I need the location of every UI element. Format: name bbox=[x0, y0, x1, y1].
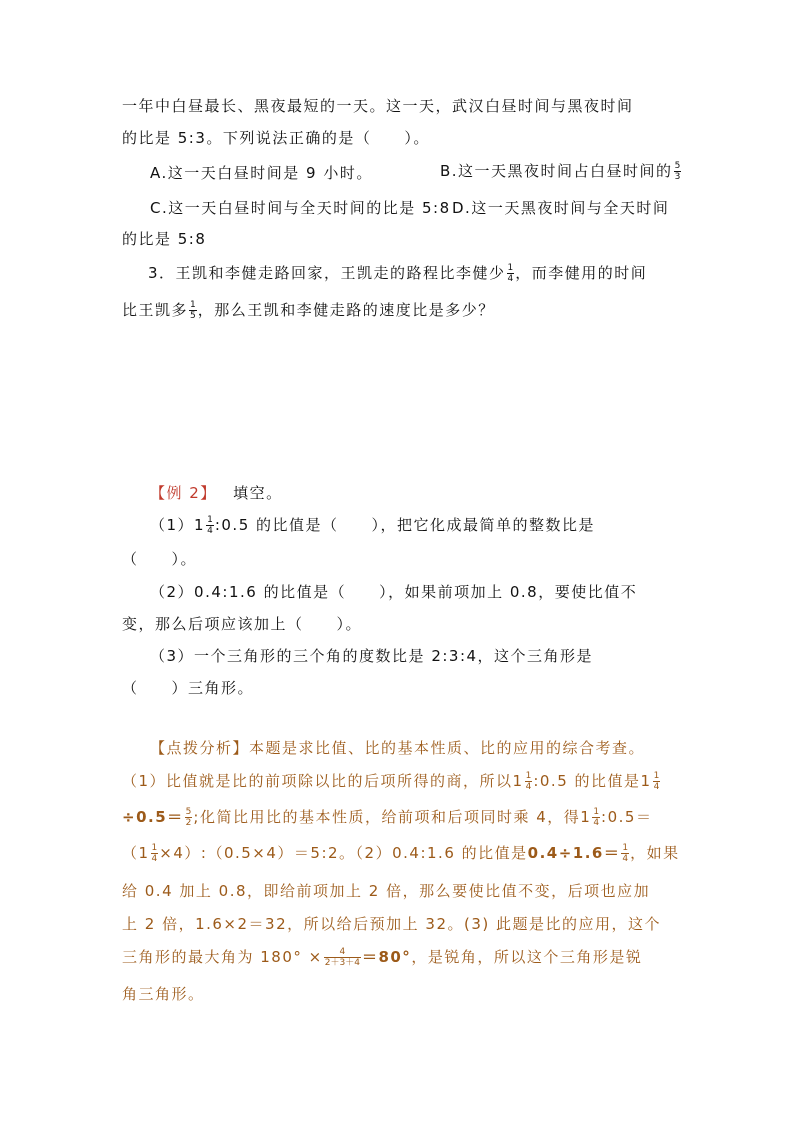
example-label: 【例 2】 bbox=[150, 484, 217, 502]
example-2-part-2-cont bbox=[122, 613, 362, 635]
q3-text-2b: ，那么王凯和李健走路的速度比是多少？ bbox=[197, 301, 495, 319]
analysis-text-4d: ，如果 bbox=[630, 844, 680, 862]
option-d-text: D.这一天黑夜时间与全天时间 bbox=[452, 199, 670, 217]
q2-option-c bbox=[150, 197, 451, 219]
q2-line-1 bbox=[122, 95, 634, 117]
analysis-text-4c: 0.4÷1.6＝ bbox=[527, 844, 621, 862]
part-1-fraction: $\frac{1}{4}$ bbox=[207, 515, 213, 536]
analysis-line-7 bbox=[122, 946, 642, 968]
option-b-fraction: $\frac{5}{3}$ bbox=[674, 161, 681, 182]
example-2-part-3 bbox=[150, 645, 593, 667]
example-2-part-1 bbox=[150, 514, 595, 536]
analysis-line-3 bbox=[122, 806, 652, 828]
q2-option-a bbox=[150, 162, 373, 184]
analysis-line-5 bbox=[122, 880, 650, 902]
analysis-fraction-3b: $\frac{1}{4}$ bbox=[593, 807, 600, 828]
analysis-line-8 bbox=[122, 983, 205, 1005]
analysis-fraction-4a: $\frac{1}{4}$ bbox=[151, 843, 158, 864]
part-1-text-c: （ ）。 bbox=[122, 550, 198, 568]
analysis-text-7a: 三角形的最大角为 180° × bbox=[122, 948, 323, 966]
example-2-part-1-cont bbox=[122, 548, 197, 570]
q3-text-2a: 比王凯多 bbox=[122, 301, 189, 319]
analysis-line-4 bbox=[122, 842, 680, 864]
part-2-text-b: 变，那么后项应该加上（ ）。 bbox=[122, 615, 363, 633]
analysis-text-4a: （1 bbox=[122, 844, 150, 862]
analysis-text-1: 【点拨分析】本题是求比值、比的基本性质、比的应用的综合考查。 bbox=[150, 739, 646, 757]
q2-option-b bbox=[440, 160, 682, 182]
q2-option-d bbox=[452, 197, 669, 219]
q3-text-1b: ，而李健用的时间 bbox=[515, 264, 648, 282]
part-2-text-a: （2）0.4:1.6 的比值是（ ），如果前项加上 0.8，要使比值不 bbox=[150, 583, 638, 601]
example-title: 填空。 bbox=[233, 484, 283, 502]
analysis-fraction-2b: $\frac{1}{4}$ bbox=[653, 771, 660, 792]
example-2-part-3-cont bbox=[122, 677, 254, 699]
q3-line-2 bbox=[122, 299, 495, 321]
option-c-text: C.这一天白昼时间与全天时间的比是 5:8 bbox=[150, 199, 451, 217]
analysis-text-7c: ，是锐角，所以这个三角形是锐 bbox=[411, 948, 643, 966]
analysis-text-3c: :0.5＝ bbox=[601, 808, 653, 826]
analysis-text-7b: ＝80° bbox=[361, 948, 412, 966]
analysis-line-6 bbox=[122, 913, 661, 935]
option-d-text-cont: 的比是 5:8 bbox=[122, 230, 207, 248]
q2-line-2 bbox=[122, 127, 430, 149]
option-a-text: A.这一天白昼时间是 9 小时。 bbox=[150, 164, 373, 182]
example-2-heading bbox=[150, 482, 283, 504]
analysis-text-2a: （1）比值就是比的前项除以比的后项所得的商，所以1 bbox=[122, 772, 524, 790]
q2-text-1: 一年中白昼最长、黑夜最短的一天。这一天，武汉白昼时间与黑夜时间 bbox=[122, 97, 634, 115]
analysis-line-2 bbox=[122, 770, 661, 792]
analysis-line-1 bbox=[150, 737, 645, 759]
analysis-text-8: 角三角形。 bbox=[122, 985, 205, 1003]
q2-option-d-continued bbox=[122, 228, 206, 250]
analysis-text-5: 给 0.4 加上 0.8，即给前项加上 2 倍，那么要使比值不变，后项也应加 bbox=[122, 882, 651, 900]
analysis-fraction-7: $\frac{4}{2+3+4}$ bbox=[324, 947, 360, 968]
q3-fraction-1: $\frac{1}{4}$ bbox=[507, 263, 514, 284]
q3-fraction-2: $\frac{1}{5}$ bbox=[190, 300, 196, 321]
part-3-text-b: （ ）三角形。 bbox=[122, 679, 255, 697]
analysis-text-6: 上 2 倍，1.6×2＝32，所以给后预加上 32。(3) 此题是比的应用，这个 bbox=[122, 915, 662, 933]
analysis-text-2b: :0.5 的比值是1 bbox=[533, 772, 652, 790]
q2-text-2: 的比是 5:3。下列说法正确的是（ ）。 bbox=[122, 129, 430, 147]
analysis-fraction-4b: $\frac{1}{4}$ bbox=[622, 843, 629, 864]
analysis-text-3b: ;化简比用比的基本性质，给前项和后项同时乘 4，得1 bbox=[193, 808, 592, 826]
analysis-fraction-2a: $\frac{1}{4}$ bbox=[525, 771, 532, 792]
part-3-text-a: （3）一个三角形的三个角的度数比是 2:3:4，这个三角形是 bbox=[150, 647, 594, 665]
part-1-text-b: :0.5 的比值是（ ），把它化成最简单的整数比是 bbox=[214, 516, 596, 534]
part-1-text-a: （1）1 bbox=[150, 516, 206, 534]
option-b-text: B.这一天黑夜时间占白昼时间的 bbox=[440, 162, 673, 180]
analysis-text-3a: ÷0.5＝ bbox=[122, 808, 184, 826]
example-2-part-2 bbox=[150, 581, 637, 603]
q3-text-1a: 3．王凯和李健走路回家，王凯走的路程比李健少 bbox=[148, 264, 506, 282]
analysis-fraction-3a: $\frac{5}{2}$ bbox=[185, 807, 192, 828]
analysis-text-4b: ×4）:（0.5×4）＝5:2。（2）0.4:1.6 的比值是 bbox=[159, 844, 528, 862]
q3-line-1 bbox=[148, 262, 647, 284]
